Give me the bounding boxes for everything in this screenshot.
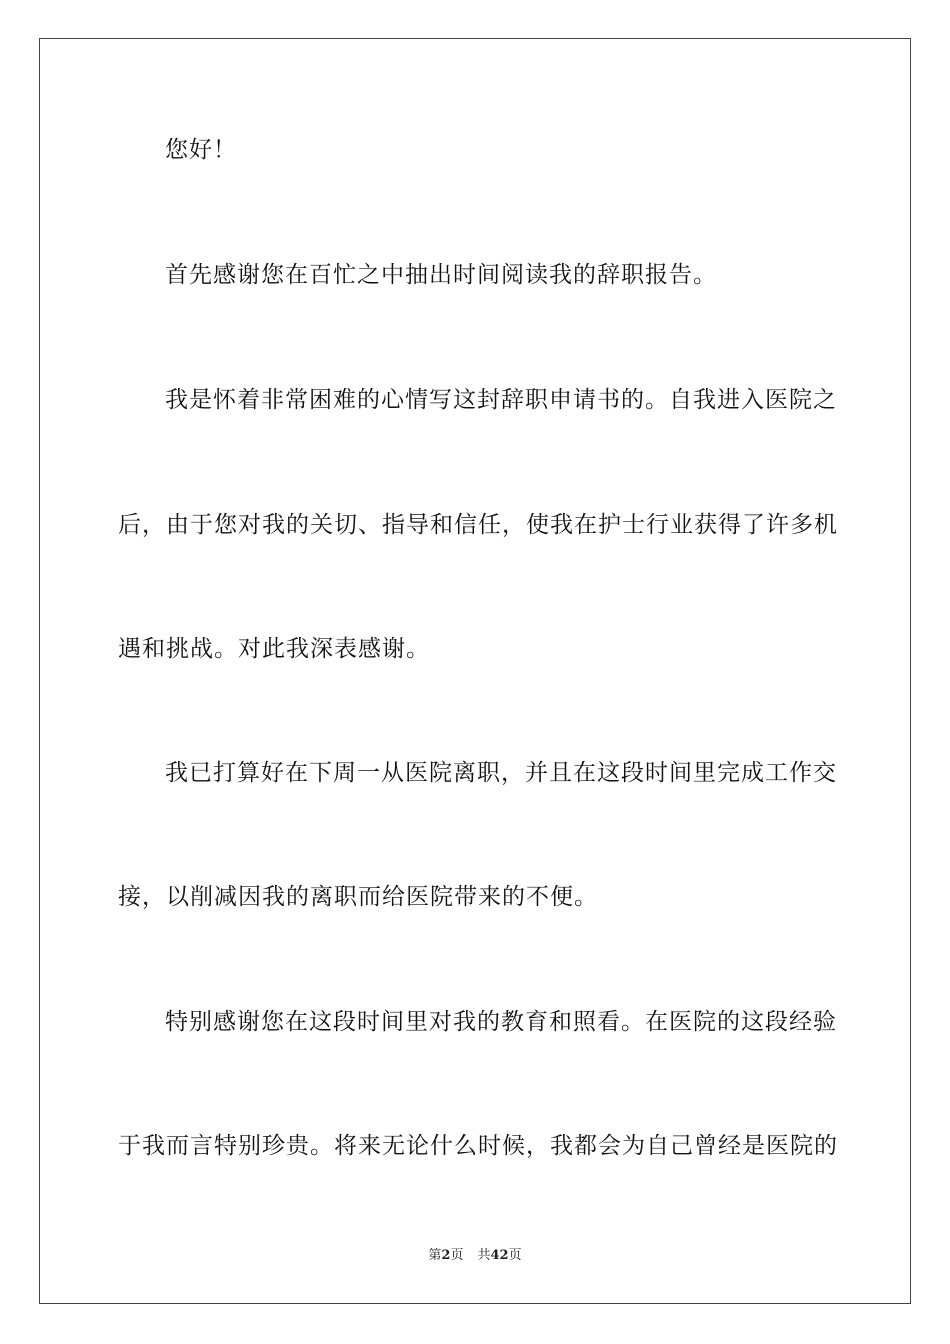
page-number: 2 [441, 1248, 451, 1263]
page-label-prefix: 第 [428, 1248, 442, 1263]
page-footer [0, 1247, 950, 1265]
paragraph-line: 接，以削减因我的离职而给医院带来的不便。 [118, 884, 598, 910]
greeting-line: 您好！ [165, 137, 237, 163]
paragraph-line: 遇和挑战。对此我深表感谢。 [118, 636, 430, 662]
page-frame [39, 38, 911, 1304]
paragraph-line: 特别感谢您在这段时间里对我的教育和照看。在医院的这段经验 [165, 1009, 837, 1035]
paragraph-line: 后，由于您对我的关切、指导和信任，使我在护士行业获得了许多机 [118, 512, 838, 538]
total-pages: 42 [490, 1248, 509, 1263]
paragraph-line: 我已打算好在下周一从医院离职，并且在这段时间里完成工作交 [165, 760, 837, 786]
total-label-prefix: 共 [477, 1248, 491, 1263]
total-label-suffix: 页 [508, 1248, 522, 1263]
paragraph-line: 于我而言特别珍贵。将来无论什么时候，我都会为自己曾经是医院的 [118, 1133, 838, 1159]
paragraph-line: 首先感谢您在百忙之中抽出时间阅读我的辞职报告。 [165, 262, 717, 288]
page-label-suffix: 页 [450, 1248, 464, 1263]
paragraph-line: 我是怀着非常困难的心情写这封辞职申请书的。自我进入医院之 [165, 387, 837, 413]
